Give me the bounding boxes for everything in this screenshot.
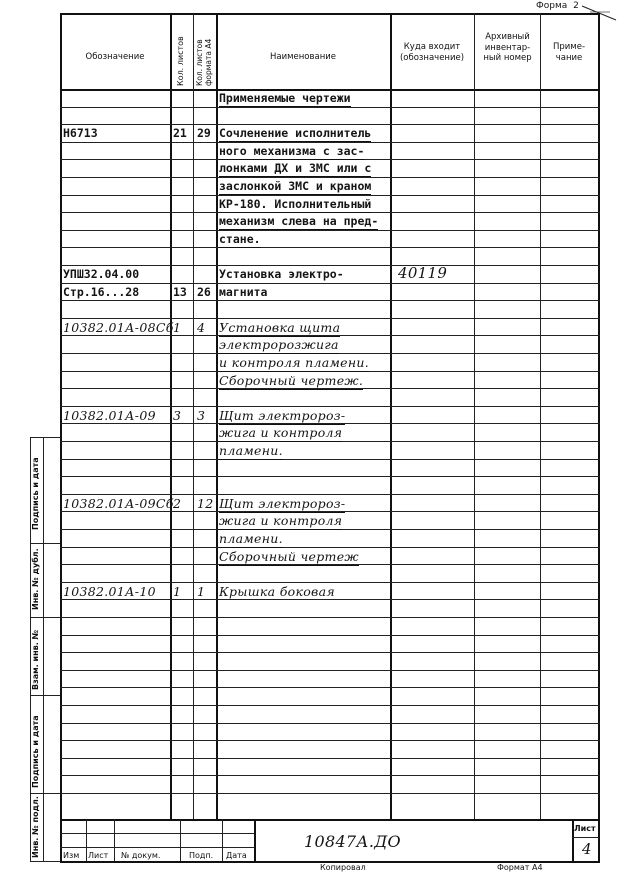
cell-name: пламени. [219, 443, 283, 458]
cell-name: Крышка боковая [219, 584, 335, 599]
cell-name: жига и контроля [219, 425, 343, 440]
cell-designation: 10382.01А-09Сб [63, 496, 174, 511]
cell-name: Установка электро- [219, 267, 344, 281]
side-label-replace-inv: Взам. инв. № [31, 629, 40, 690]
row-line [60, 283, 600, 284]
cell-a4: 26 [197, 285, 211, 299]
cell-designation: 10382.01А-08Сб [63, 320, 174, 335]
doc-number: 10847А.ДО [304, 832, 401, 851]
cell-name: лонками ДХ и ЗМС или с [219, 161, 372, 175]
cell-name: Сборочный чертеж. [219, 373, 364, 388]
row-line [60, 142, 600, 143]
row-line [60, 195, 600, 196]
row-line [60, 300, 600, 301]
header-name: Наименование [269, 52, 337, 62]
header-used-in: Куда входит (обозначение) [399, 42, 465, 63]
cell-name: Установка щита [219, 320, 341, 335]
header-designation: Обозначение [85, 52, 145, 62]
cell-name: Щит электророз- [219, 496, 346, 511]
cell-sheets: 2 [173, 496, 182, 511]
header-archive-no: Архивный инвентар-ный номер [483, 32, 532, 64]
row-line [60, 406, 600, 407]
tb-col-doc-no: № докум. [121, 851, 161, 860]
cell-sheets: 1 [173, 320, 182, 335]
row-line [60, 265, 600, 266]
row-line [60, 582, 600, 583]
row-line [60, 124, 600, 125]
row-line [60, 599, 600, 600]
cell-designation: Стр.16...28 [63, 285, 140, 299]
footer-format: Формат А4 [497, 863, 543, 872]
row-line [60, 740, 600, 741]
row-line [60, 547, 600, 548]
cell-name: жига и контроля [219, 513, 343, 528]
row-line [60, 705, 600, 706]
row-line [60, 177, 600, 178]
header-sheet-count-a4: Кол. листов формата А4 [195, 38, 213, 86]
cell-name: механизм слева на пред- [219, 214, 379, 228]
cell-sheets: 21 [173, 126, 187, 140]
cell-a4: 12 [197, 496, 214, 511]
tb-col-date: Дата [226, 851, 247, 860]
cell-name: Щит электророз- [219, 408, 346, 423]
row-line [60, 494, 600, 495]
tb-col-sign: Подп. [189, 851, 214, 860]
cell-designation: Н6713 [63, 126, 98, 140]
row-line [60, 793, 600, 794]
tb-col-sheet: Лист [88, 851, 109, 860]
cell-name: Применяемые чертежи [219, 91, 351, 105]
form-label [536, 1, 579, 11]
footer-copied: Копировал [320, 863, 366, 872]
cell-name: магнита [219, 285, 268, 299]
cell-name: КР-180. Исполнительный [219, 197, 372, 211]
row-line [60, 670, 600, 671]
cell-designation: 10382.01А-10 [63, 584, 156, 599]
cell-used-in: 40119 [398, 264, 448, 282]
row-line [60, 635, 600, 636]
row-line [60, 459, 600, 460]
side-label-sign-date-2: Подпись и дата [31, 715, 40, 788]
sheet-number: 4 [582, 840, 592, 858]
sheet-label: Лист [574, 824, 596, 833]
side-label-orig-inv: Инв. № подл. [31, 796, 40, 858]
cell-designation: УПШ32.04.00 [63, 267, 140, 281]
cell-a4: 1 [197, 584, 206, 599]
row-line [60, 617, 600, 618]
cell-a4: 4 [197, 320, 206, 335]
row-line [60, 247, 600, 248]
cell-name: электророзжига [219, 337, 339, 352]
row-line [60, 107, 600, 108]
side-label-dup-inv: Инв. № дубл. [31, 548, 40, 610]
row-line [60, 687, 600, 688]
cell-sheets: 1 [173, 584, 182, 599]
cell-sheets: 3 [173, 408, 182, 423]
row-line [60, 775, 600, 776]
cell-a4: 29 [197, 126, 211, 140]
cell-name: ного механизма с зас- [219, 144, 365, 158]
cell-name: пламени. [219, 531, 283, 546]
form-label-text: Форма [536, 1, 568, 11]
row-line [60, 230, 600, 231]
cell-designation: 10382.01А-09 [63, 408, 156, 423]
cell-name: стане. [219, 232, 261, 246]
tb-col-change: Изм [63, 851, 80, 860]
header-sheet-count: Кол. листов [176, 36, 185, 86]
form-suffix: 2 [573, 1, 579, 11]
row-line [60, 758, 600, 759]
side-label-sign-date-1: Подпись и дата [31, 457, 40, 530]
row-line [60, 318, 600, 319]
row-line [60, 476, 600, 477]
cell-name: заслонкой ЗМС и краном [219, 179, 372, 193]
cell-sheets: 13 [173, 285, 187, 299]
cell-name: Сочленение исполнитель [219, 126, 372, 140]
cell-name: и контроля пламени. [219, 355, 370, 370]
cell-a4: 3 [197, 408, 206, 423]
header-note: Приме-чание [552, 42, 586, 63]
cell-name: Сборочный чертеж [219, 549, 359, 564]
row-line [60, 723, 600, 724]
row-line [60, 652, 600, 653]
